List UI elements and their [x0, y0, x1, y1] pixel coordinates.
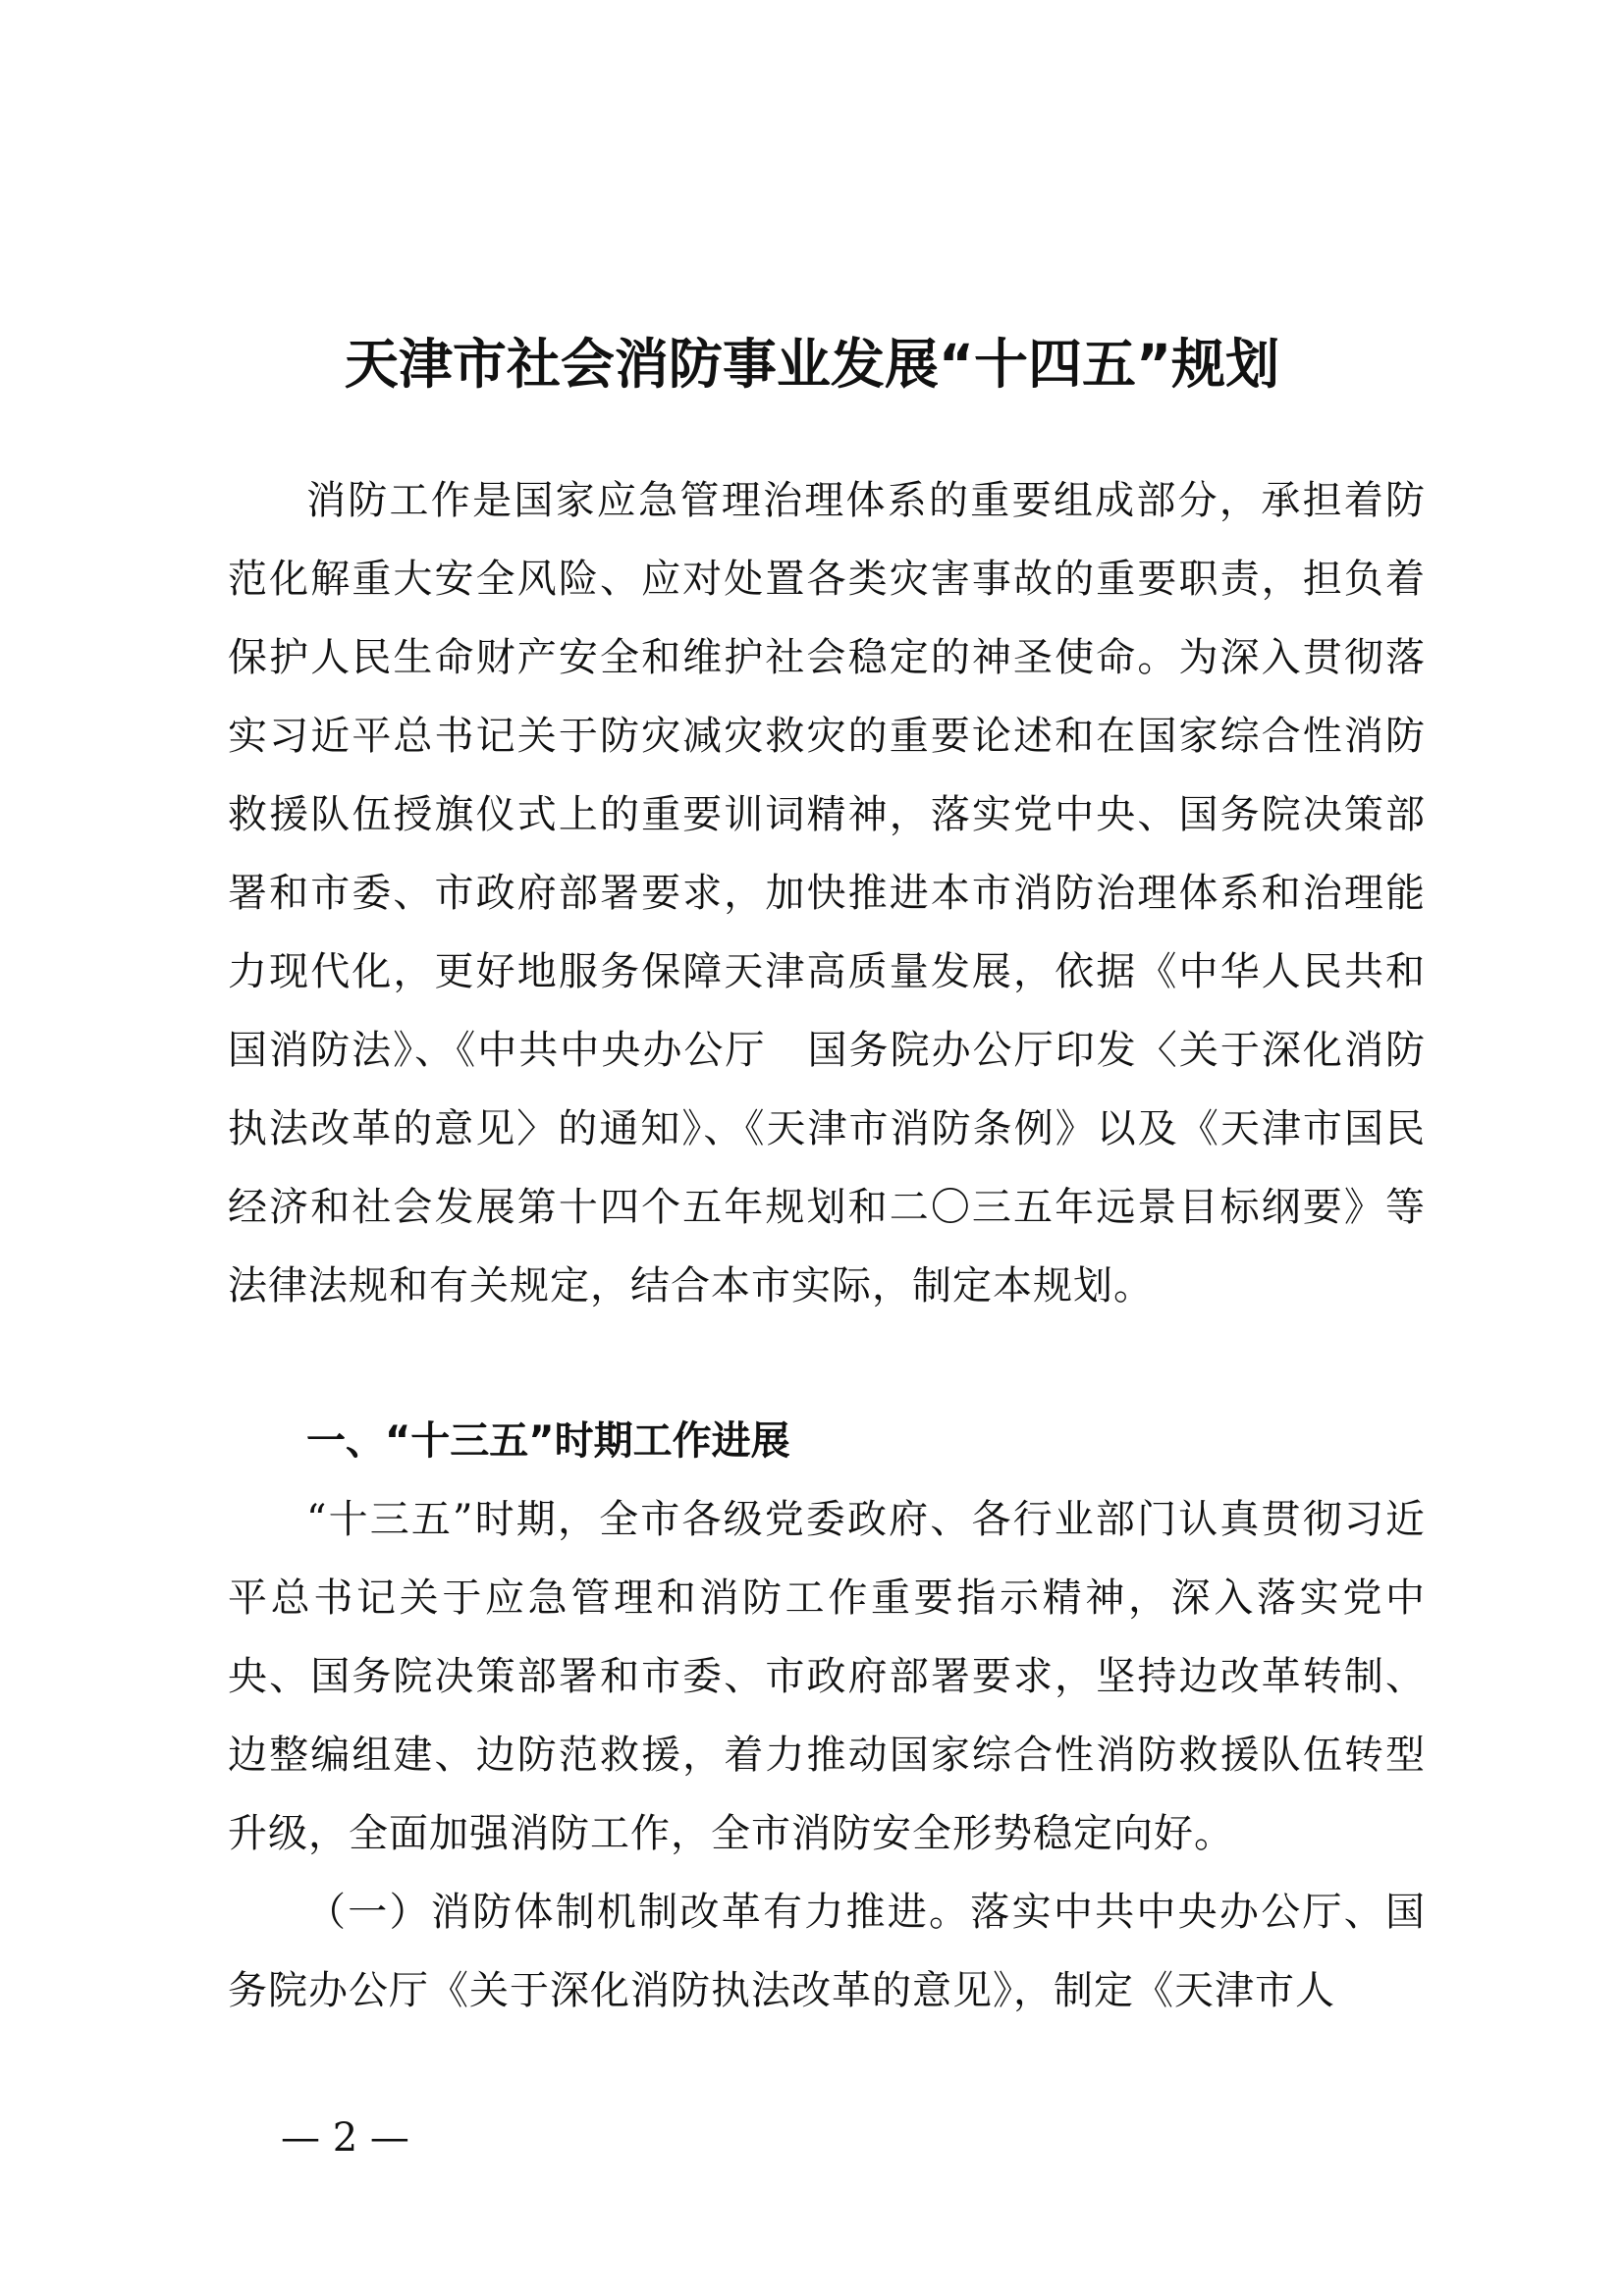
document-title: 天津市社会消防事业发展“十四五”规划	[344, 332, 1280, 396]
intro-paragraph: 消防工作是国家应急管理治理体系的重要组成部分，承担着防范化解重大安全风险、应对处置各类灾害事故的重要职责，担负着保护人民生命财产安全和维护社会稳定的神圣使命。为深入贯彻落实习近平总书记关于防灾减灾救灾的重要论述和在国家综合性消防救援队伍授旗仪式上的重要训词精神，落实党中央、国务院决策部署和市委、市政府部署要求，加快推进本市消防治理体系和治理能力现代化，更好地服务保障天津高质量发展，依据《中华人民共和国消防法》、《中共中央办公厅 国务院办公厅印发〈关于深化消防执法改革的意见〉的通知》、《天津市消防条例》以及《天津市国民经济和社会发展第十四个五年规划和二〇三五年远景目标纲要》等法律法规和有关规定，结合本市实际，制定本规划。	[228, 478, 1426, 1308]
section-paragraph-2: （一）消防体制机制改革有力推进。落实中共中央办公厅、国务院办公厅《关于深化消防执法改革的意见》，制定《天津市人	[228, 1890, 1426, 2013]
page-number: — 2 —	[281, 2115, 409, 2161]
section-heading: 一、“十三五”时期工作进展	[306, 1418, 790, 1464]
section-paragraph-1: “十三五”时期，全市各级党委政府、各行业部门认真贯彻习近平总书记关于应急管理和消防工作重要指示精神，深入落实党中央、国务院决策部署和市委、市政府部署要求，坚持边改革转制、边整编组建、边防范救援，着力推动国家综合性消防救援队伍转型升级，全面加强消防工作，全市消防安全形势稳定向好。	[228, 1497, 1426, 1856]
